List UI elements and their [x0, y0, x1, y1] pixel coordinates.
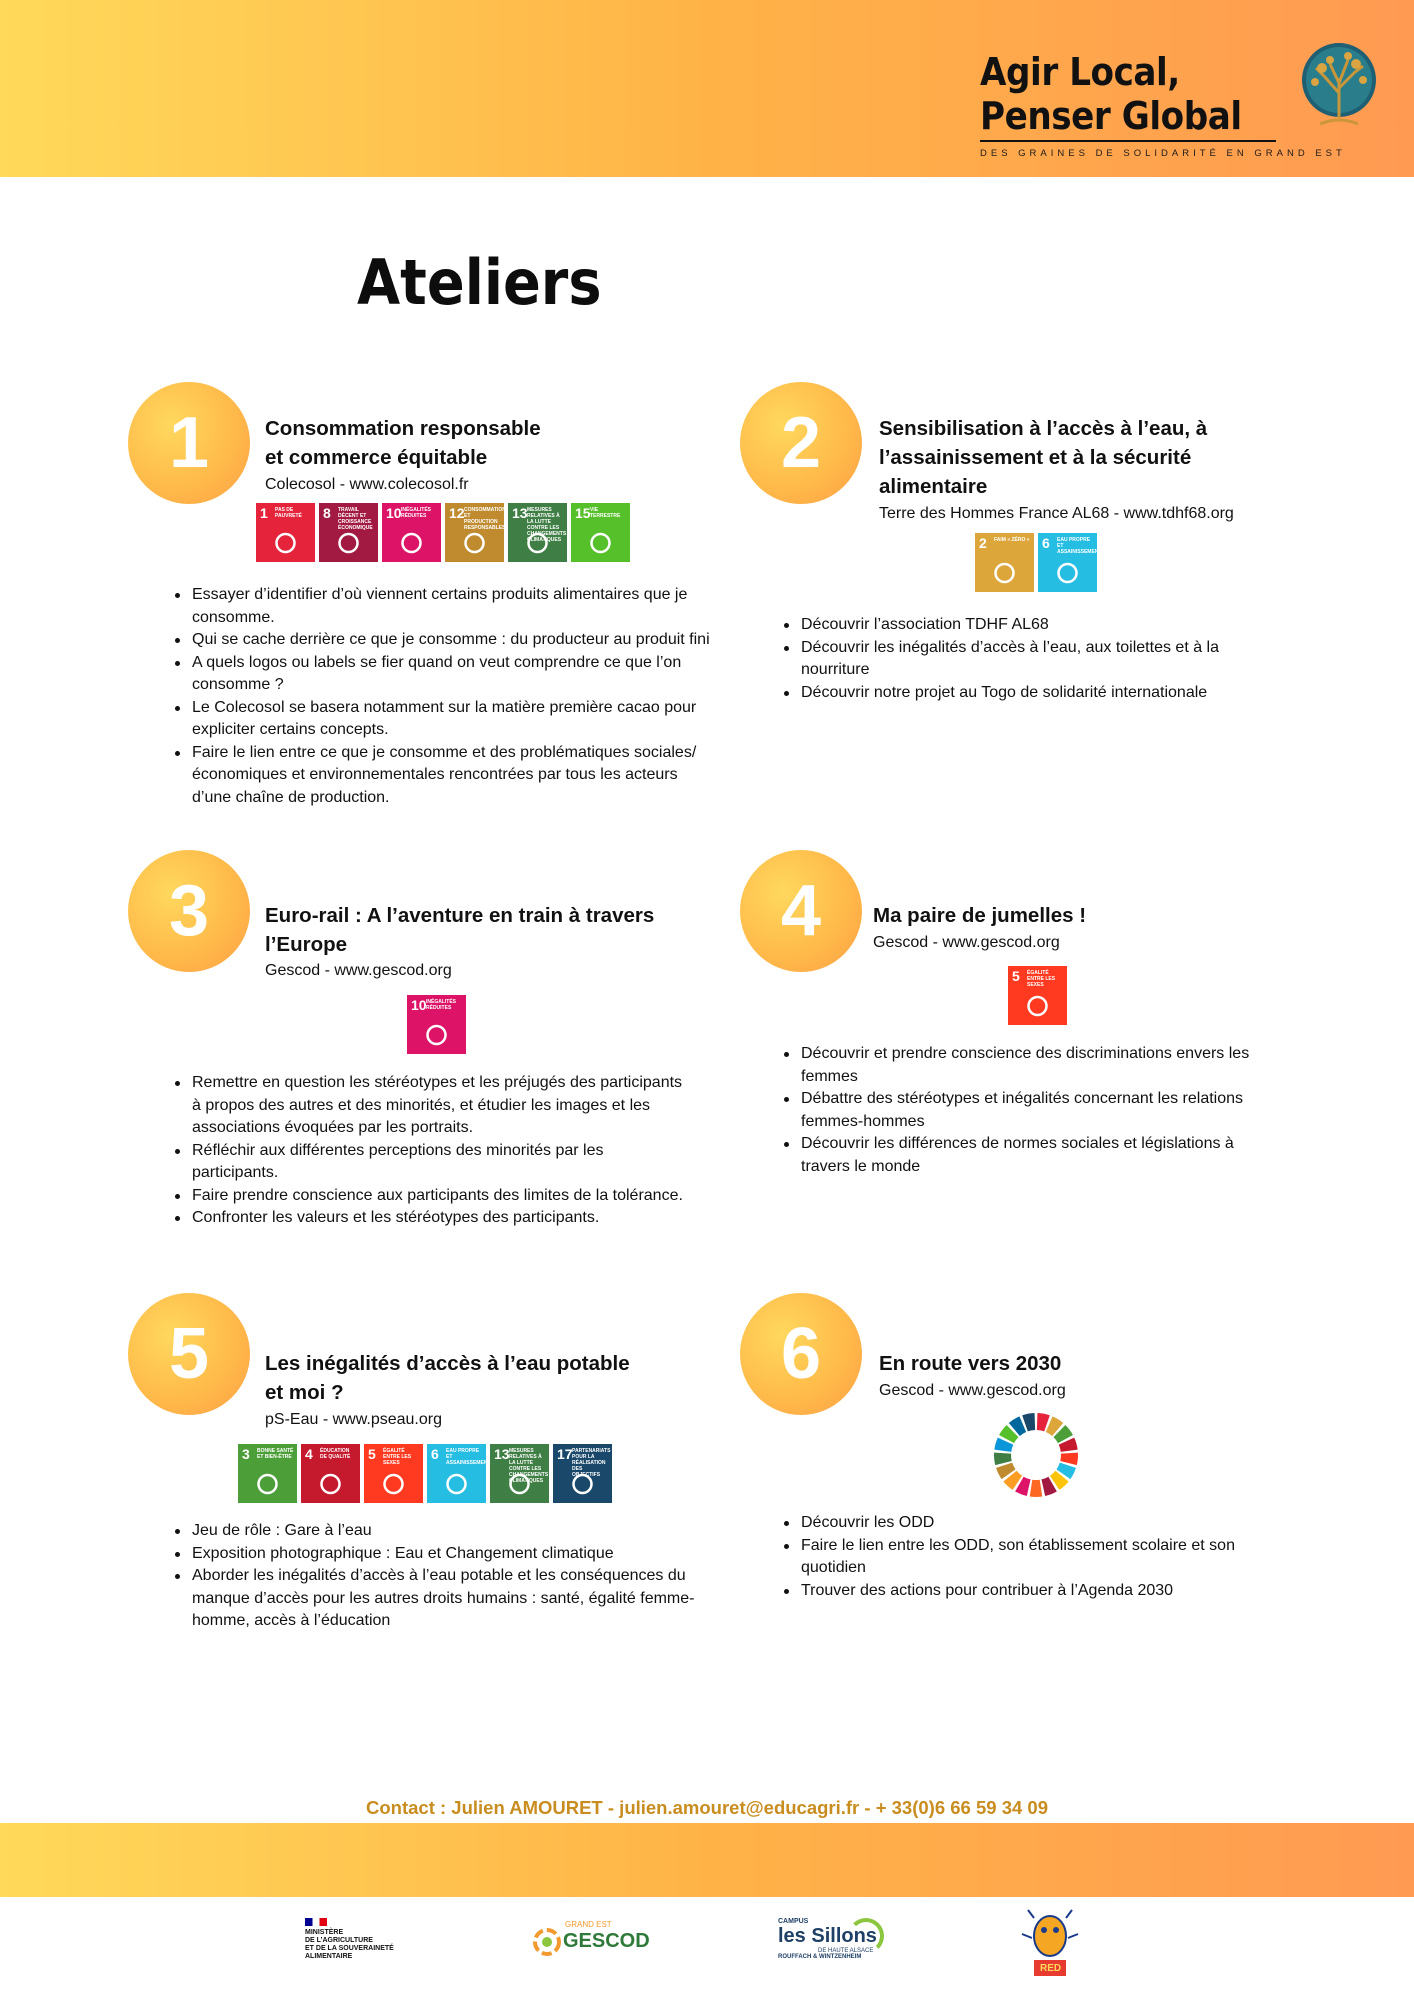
workshop-2-sdg-icons [975, 533, 1102, 592]
brand-line-1: Agir Local, [980, 50, 1180, 94]
title-line: Consommation responsable [265, 417, 541, 440]
sdg-label: EAU PROPRE ET ASSAINISSEMENT [446, 1448, 491, 1466]
workshop-3-org: Gescod - www.gescod.org [265, 962, 452, 979]
sdg-2-icon [975, 533, 1034, 592]
bullet-item: Aborder les inégalités d’accès à l’eau potable et les conséquences du manque d’accès pour les autres droits humains : santé, égalité femme-homme, accès à l’éducation [172, 1565, 702, 1633]
brand-line-2: Penser Global [980, 94, 1242, 138]
workshop-4-title [873, 901, 1086, 930]
title-line: Euro-rail : A l’aventure en train à travers [265, 904, 655, 927]
sdg-number: 10 [386, 505, 402, 521]
sdg-number: 8 [323, 505, 331, 521]
workshop-3-number: 3 [128, 850, 250, 972]
bullet-item: Essayer d’identifier d’où viennent certains produits alimentaires que je consomme. [172, 584, 717, 629]
bullet-item: Exposition photographique : Eau et Changement climatique [172, 1543, 702, 1566]
sdg-number: 13 [512, 505, 528, 521]
workshop-2-org: Terre des Hommes France AL68 - www.tdhf68.org [879, 505, 1234, 522]
tree-globe-icon [1300, 38, 1378, 132]
sdg-6-icon [427, 1444, 491, 1503]
sdg-5-icon [364, 1444, 423, 1503]
brand-divider [980, 140, 1276, 142]
sdg-wheel-icon [993, 1412, 1079, 1498]
bullet-item: Réfléchir aux différentes perceptions des minorités par les participants. [172, 1140, 692, 1185]
workshop-2-title [879, 414, 1207, 501]
sdg-number: 15 [575, 505, 591, 521]
bullet-item: Découvrir notre projet au Togo de solidarité internationale [781, 682, 1281, 705]
sdg-8-icon [319, 503, 378, 562]
sdg-label: ÉDUCATION DE QUALITÉ [320, 1448, 351, 1460]
sdg-number: 4 [305, 1446, 313, 1462]
sdg-15-icon [571, 503, 630, 562]
bullet-item: Découvrir l’association TDHF AL68 [781, 614, 1281, 637]
workshop-2-bullets [781, 614, 1281, 704]
bullet-item: Faire le lien entre ce que je consomme et des problématiques sociales/économiques et environnementales rencontrées par tous les acteurs d’une chaîne de production. [172, 742, 717, 810]
bullet-item: Débattre des stéréotypes et inégalités concernant les relations femmes-hommes [781, 1088, 1281, 1133]
bullet-item: Jeu de rôle : Gare à l’eau [172, 1520, 702, 1543]
title-line: et commerce équitable [265, 446, 488, 469]
workshop-4-sdg-icons [1008, 966, 1067, 1025]
sillons-sub: DE HAUTE ALSACE [818, 1948, 874, 1954]
bullet-item: Qui se cache derrière ce que je consomme : du producteur au produit fini [172, 629, 717, 652]
sdg-13-icon [508, 503, 567, 562]
workshop-4-number: 4 [740, 850, 862, 972]
workshop-4-bullets [781, 1043, 1281, 1178]
gescod-region: GRAND EST [565, 1920, 612, 1929]
bullet-item: Découvrir les inégalités d’accès à l’eau, aux toilettes et à la nourriture [781, 637, 1281, 682]
sdg-10-icon [382, 503, 441, 562]
title-line: Sensibilisation à l’accès à l’eau, à [879, 417, 1208, 440]
gescod-name: GESCOD [563, 1930, 650, 1952]
sdg-1-icon [256, 503, 315, 562]
gescod-mark-icon [533, 1928, 561, 1956]
sdg-4-icon [301, 1444, 360, 1503]
workshop-5-number: 5 [128, 1293, 250, 1415]
page-title: Ateliers [357, 246, 602, 319]
title-line: Les inégalités d’accès à l’eau potable [265, 1352, 630, 1375]
sdg-label: PARTENARIATS POUR LA RÉALISATION DES OBJECTIFS [572, 1448, 611, 1478]
workshop-5-title [265, 1349, 630, 1407]
sdg-number: 12 [449, 505, 465, 521]
bullet-item: Trouver des actions pour contribuer à l’Agenda 2030 [781, 1580, 1281, 1603]
title-line: l’Europe [265, 933, 348, 956]
workshop-5-bullets [172, 1520, 702, 1633]
workshop-6-number: 6 [740, 1293, 862, 1415]
workshop-4-org: Gescod - www.gescod.org [873, 934, 1060, 951]
sdg-wheel-segment [1030, 1480, 1043, 1497]
sdg-label: FAIM « ZÉRO » [994, 537, 1030, 543]
sdg-number: 3 [242, 1446, 250, 1462]
sdg-label: TRAVAIL DÉCENT ET CROISSANCE ÉCONOMIQUE [338, 507, 373, 531]
red-logo [1020, 1908, 1080, 1985]
workshop-3-sdg-icons [407, 995, 466, 1054]
sdg-wheel-segment [1060, 1453, 1078, 1465]
sillons-city: ROUFFACH & WINTZENHEIM [778, 1954, 862, 1960]
sdg-label: EAU PROPRE ET ASSAINISSEMENT [1057, 537, 1102, 555]
sdg-label: INÉGALITÉS RÉDUITES [426, 999, 457, 1011]
workshop-3-bullets [172, 1072, 692, 1230]
workshop-2-number: 2 [740, 382, 862, 504]
contact-line: Contact : Julien AMOURET - julien.amouret@educagri.fr - + 33(0)6 66 59 34 09 [366, 1797, 1048, 1818]
sdg-3-icon [238, 1444, 297, 1503]
sdg-number: 13 [494, 1446, 510, 1462]
title-line: et moi ? [265, 1381, 344, 1404]
ministere-line: ALIMENTAIRE [305, 1953, 353, 1960]
sdg-label: PAS DE PAUVRETÉ [275, 507, 302, 519]
sillons-campus: CAMPUS [778, 1918, 809, 1925]
sdg-label: INÉGALITÉS RÉDUITES [401, 507, 432, 519]
sdg-label: ÉGALITÉ ENTRE LES SEXES [383, 1448, 412, 1466]
bullet-item: Faire le lien entre les ODD, son établissement scolaire et son quotidien [781, 1535, 1281, 1580]
workshop-1-sdg-icons [256, 503, 630, 562]
sdg-number: 6 [431, 1446, 439, 1462]
ministere-logo [305, 1918, 394, 1961]
sdg-label: MESURES RELATIVES À LA LUTTE CONTRE LES CHANGEMENTS CLIMATIQUES [509, 1448, 549, 1484]
red-label: RED [1040, 1963, 1062, 1974]
workshop-1-title [265, 414, 541, 472]
bullet-item: Le Colecosol se basera notamment sur la matière première cacao pour expliciter certains concepts. [172, 697, 717, 742]
brand-tagline: DES GRAINES DE SOLIDARITÉ EN GRAND EST [980, 148, 1346, 159]
bullet-item: Confronter les valeurs et les stéréotypes des participants. [172, 1207, 692, 1230]
ministere-line: ET DE LA SOUVERAINETÉ [305, 1945, 394, 1952]
ministere-line: DE L’AGRICULTURE [305, 1937, 373, 1944]
sdg-13-icon [490, 1444, 549, 1503]
sdg-5-icon [1008, 966, 1067, 1025]
bullet-item: Découvrir les différences de normes sociales et législations à travers le monde [781, 1133, 1281, 1178]
title-line: En route vers 2030 [879, 1352, 1062, 1375]
workshop-1-number: 1 [128, 382, 250, 504]
sdg-17-icon [553, 1444, 612, 1503]
sdg-wheel-segment [994, 1453, 1012, 1465]
ministere-line: MINISTÈRE [305, 1929, 344, 1936]
title-line: Ma paire de jumelles ! [873, 904, 1087, 927]
bullet-item: Remettre en question les stéréotypes et les préjugés des participants à propos des autres et des minorités, et étudier les images et les associations évoquées par les portraits. [172, 1072, 692, 1140]
sdg-label: CONSOMMATION ET PRODUCTION RESPONSABLES [464, 507, 506, 531]
workshop-1-org: Colecosol - www.colecosol.fr [265, 476, 469, 493]
sdg-6-icon [1038, 533, 1102, 592]
sdg-label: MESURES RELATIVES À LA LUTTE CONTRE LES CHANGEMENTS CLIMATIQUES [527, 507, 567, 543]
sdg-12-icon [445, 503, 504, 562]
sillons-name: les Sillons [778, 1925, 877, 1947]
sdg-number: 2 [979, 535, 987, 551]
marianne-flag-icon [305, 1918, 327, 1926]
workshop-3-title [265, 901, 654, 959]
bullet-item: Faire prendre conscience aux participants des limites de la tolérance. [172, 1185, 692, 1208]
workshop-1-bullets [172, 584, 717, 809]
workshop-6-bullets [781, 1512, 1281, 1602]
sillons-arc-icon [848, 1918, 884, 1954]
brand-title [980, 50, 1250, 138]
sdg-number: 17 [557, 1446, 573, 1462]
workshop-5-org: pS-Eau - www.pseau.org [265, 1411, 442, 1428]
sdg-10-icon [407, 995, 466, 1054]
workshop-6-title [879, 1349, 1061, 1378]
bullet-item: Découvrir les ODD [781, 1512, 1281, 1535]
sillons-logo [778, 1918, 877, 1960]
sdg-label: BONNE SANTÉ ET BIEN-ÊTRE [257, 1448, 294, 1460]
footer-band [0, 1823, 1414, 1897]
sdg-label: ÉGALITÉ ENTRE LES SEXES [1027, 970, 1056, 988]
sdg-number: 5 [368, 1446, 376, 1462]
bullet-item: Découvrir et prendre conscience des discriminations envers les femmes [781, 1043, 1281, 1088]
title-line: l’assainissement et à la sécurité [879, 446, 1192, 469]
sdg-label: VIE TERRESTRE [590, 507, 621, 519]
title-line: alimentaire [879, 475, 988, 498]
sdg-number: 6 [1042, 535, 1050, 551]
sdg-number: 1 [260, 505, 268, 521]
sdg-number: 5 [1012, 968, 1020, 984]
bullet-item: A quels logos ou labels se fier quand on veut comprendre ce que l’on consomme ? [172, 652, 717, 697]
sdg-number: 10 [411, 997, 427, 1013]
workshop-5-sdg-icons [238, 1444, 612, 1503]
workshop-6-org: Gescod - www.gescod.org [879, 1382, 1066, 1399]
